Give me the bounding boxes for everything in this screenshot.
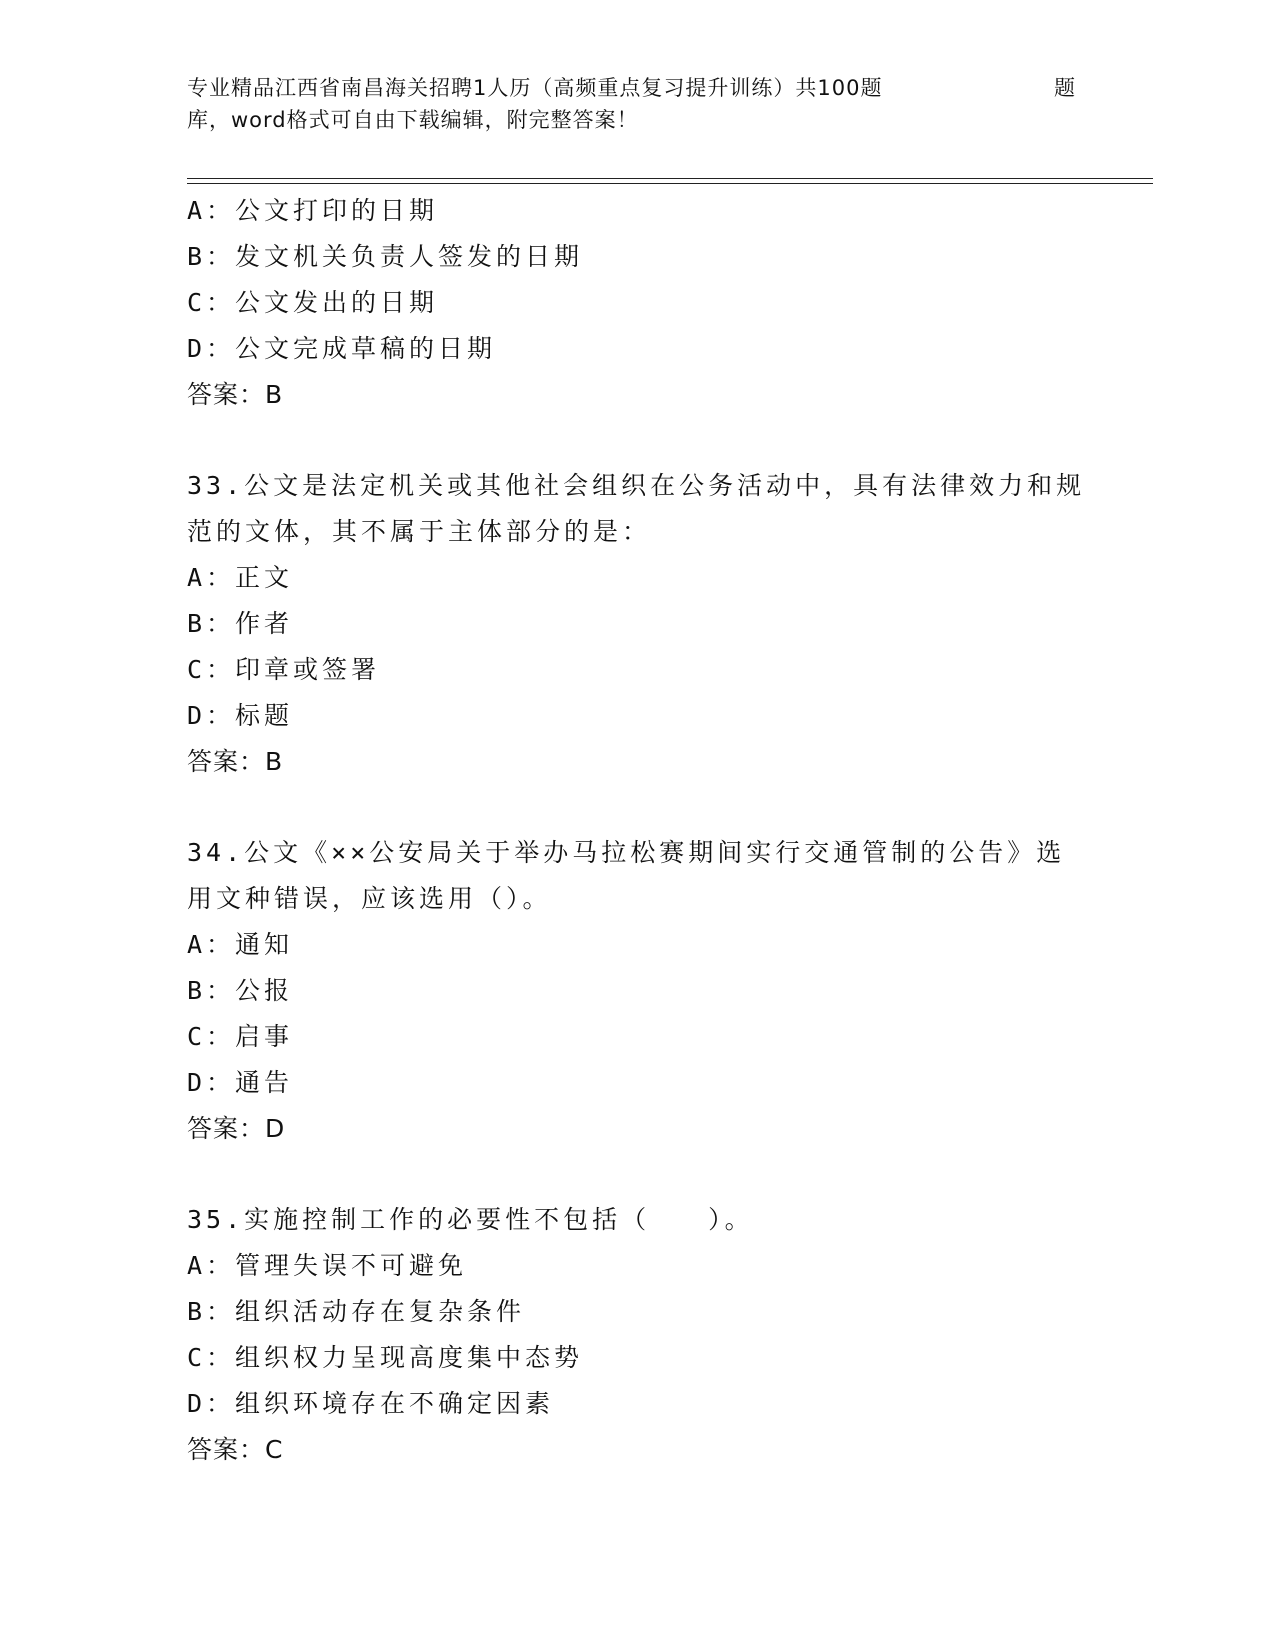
spacer [187,1152,1087,1197]
header-title-line-1: 专业精品江西省南昌海关招聘1人历（高频重点复习提升训练）共100题 [187,76,883,100]
spacer [187,418,1087,463]
option-d: D：标题 [187,701,294,730]
header-rule-bottom [187,183,1153,184]
question-33 [187,463,1087,785]
option-c: C：公文发出的日期 [187,288,439,317]
question-stem-line-1: 35.实施控制工作的必要性不包括（ ）。 [187,1205,754,1234]
document-header [187,72,1087,136]
header-title-overflow: 题 [1054,76,1075,100]
option-a: A：通知 [187,930,294,959]
option-b: B：作者 [187,609,294,638]
option-b: B：公报 [187,976,294,1005]
header-title-line-2: 库，word格式可自由下载编辑，附完整答案！ [187,108,639,132]
question-34 [187,830,1087,1152]
answer-line: 答案：C [187,1435,284,1464]
spacer [187,785,1087,830]
option-c: C：组织权力呈现高度集中态势 [187,1343,584,1372]
option-b: B：组织活动存在复杂条件 [187,1297,526,1326]
question-list [187,188,1087,1473]
option-d: D：组织环境存在不确定因素 [187,1389,555,1418]
header-rule-top [187,178,1153,179]
option-a: A：公文打印的日期 [187,196,439,225]
question-stem-line-1: 33.公文是法定机关或其他社会组织在公务活动中，具有法律效力和规 [187,471,1086,500]
question-35 [187,1197,1087,1473]
answer-line: 答案：B [187,747,284,776]
answer-line: 答案：D [187,1114,286,1143]
option-a: A：管理失误不可避免 [187,1251,468,1280]
answer-line: 答案：B [187,380,284,409]
option-d: D：公文完成草稿的日期 [187,334,497,363]
question-stem-line-2: 范的文体，其不属于主体部分的是： [187,517,652,546]
option-a: A：正文 [187,563,294,592]
option-c: C：启事 [187,1022,294,1051]
option-c: C：印章或签署 [187,655,381,684]
question-stem-line-2: 用文种错误，应该选用（）。 [187,884,552,913]
option-b: B：发文机关负责人签发的日期 [187,242,584,271]
option-d: D：通告 [187,1068,294,1097]
question-stem-line-1: 34.公文《××公安局关于举办马拉松赛期间实行交通管制的公告》选 [187,838,1066,867]
question-32 [187,188,1087,418]
